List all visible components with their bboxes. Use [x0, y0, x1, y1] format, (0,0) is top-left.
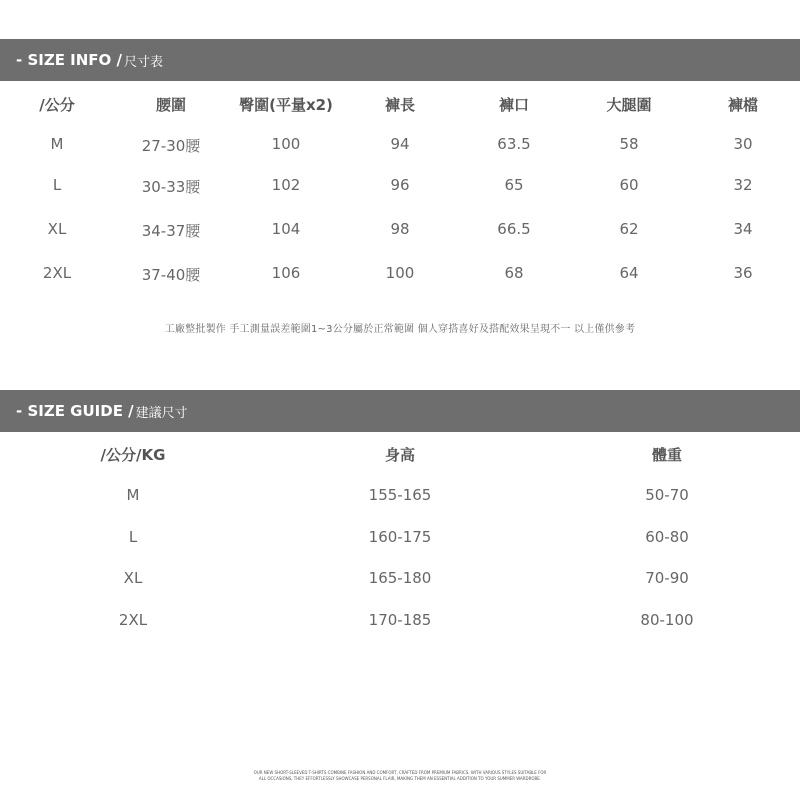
- footer-fine-print: [0, 770, 800, 782]
- size-info-col-header: 大腿圍: [606, 96, 652, 114]
- size-guide-header-bar: [0, 390, 800, 432]
- footer-line-1: OUR NEW SHORT-SLEEVED T-SHIRTS COMBINE FASHION AND COMFORT, CRAFTED FROM PREMIUM FABRICS. WITH VARIOUS STYLES SUITABLE FOR: [253, 770, 547, 775]
- size-info-cell: 32: [733, 176, 753, 194]
- size-info-cell: 36: [733, 264, 753, 282]
- size-info-cell: 30: [733, 135, 753, 153]
- size-info-cell: 37-40腰: [141, 266, 201, 284]
- size-info-cell: 2XL: [42, 264, 72, 282]
- size-info-cell: 64: [619, 264, 639, 282]
- size-info-cell: 96: [390, 176, 410, 194]
- size-guide-cell: 155-165: [368, 486, 432, 504]
- size-info-cell: XL: [47, 220, 67, 238]
- size-guide-cell: XL: [123, 569, 143, 587]
- size-info-cell: 102: [271, 176, 301, 194]
- size-info-cell: 63.5: [497, 135, 531, 153]
- size-guide-cell: 170-185: [368, 611, 432, 629]
- size-info-cell: L: [52, 176, 62, 194]
- size-guide-cell: 2XL: [118, 611, 148, 629]
- size-info-cell: 94: [390, 135, 410, 153]
- size-info-cell: 34-37腰: [141, 222, 201, 240]
- size-info-col-header: 褲檔: [727, 96, 759, 114]
- measurement-note: 工廠整批製作 手工測量誤差範圍1~3公分屬於正常範圍 個人穿搭喜好及搭配效果呈現不一 以上僅供參考: [164, 324, 636, 335]
- size-guide-col-header: 身高: [384, 446, 416, 464]
- size-info-cell: 27-30腰: [141, 137, 201, 155]
- size-guide-cell: 60-80: [645, 528, 689, 546]
- size-info-cell: 104: [271, 220, 301, 238]
- size-info-cell: 66.5: [497, 220, 531, 238]
- size-info-cell: M: [50, 135, 64, 153]
- size-guide-cell: L: [128, 528, 138, 546]
- size-info-cell: 58: [619, 135, 639, 153]
- size-info-cell: 68: [504, 264, 524, 282]
- size-guide-col-header: 體重: [651, 446, 683, 464]
- size-info-cell: 100: [271, 135, 301, 153]
- size-info-col-header: 臀圍(平量x2): [239, 96, 333, 114]
- size-info-title-zh: 尺寸表: [124, 54, 164, 70]
- size-info-cell: 100: [385, 264, 415, 282]
- size-info-title-en: - SIZE INFO /: [16, 51, 123, 69]
- size-guide-col-header: /公分/KG: [100, 446, 166, 464]
- size-info-col-header: 褲長: [384, 96, 416, 114]
- size-info-cell: 34: [733, 220, 753, 238]
- size-info-cell: 62: [619, 220, 639, 238]
- size-info-cell: 30-33腰: [141, 178, 201, 196]
- size-guide-cell: M: [126, 486, 140, 504]
- size-guide-cell: 50-70: [645, 486, 689, 504]
- size-info-col-header: 褲口: [498, 96, 530, 114]
- size-guide-title-zh: 建議尺寸: [135, 405, 188, 421]
- size-guide-cell: 165-180: [368, 569, 432, 587]
- size-guide-cell: 80-100: [640, 611, 694, 629]
- size-info-cell: 60: [619, 176, 639, 194]
- size-info-cell: 106: [271, 264, 301, 282]
- size-info-cell: 98: [390, 220, 410, 238]
- size-info-col-header: /公分: [39, 96, 75, 114]
- size-guide-title-en: - SIZE GUIDE /: [16, 402, 134, 420]
- footer-line-2: ALL OCCASIONS, THEY EFFORTLESSLY SHOWCASE PERSONAL FLAIR, MAKING THEM AN ESSENTIAL ADDITION TO YOUR SUMMER WARDROBE.: [258, 776, 542, 781]
- size-guide-cell: 160-175: [368, 528, 432, 546]
- size-info-header-bar: [0, 39, 800, 81]
- size-info-cell: 65: [504, 176, 524, 194]
- size-guide-cell: 70-90: [645, 569, 689, 587]
- size-info-col-header: 腰圍: [155, 96, 187, 114]
